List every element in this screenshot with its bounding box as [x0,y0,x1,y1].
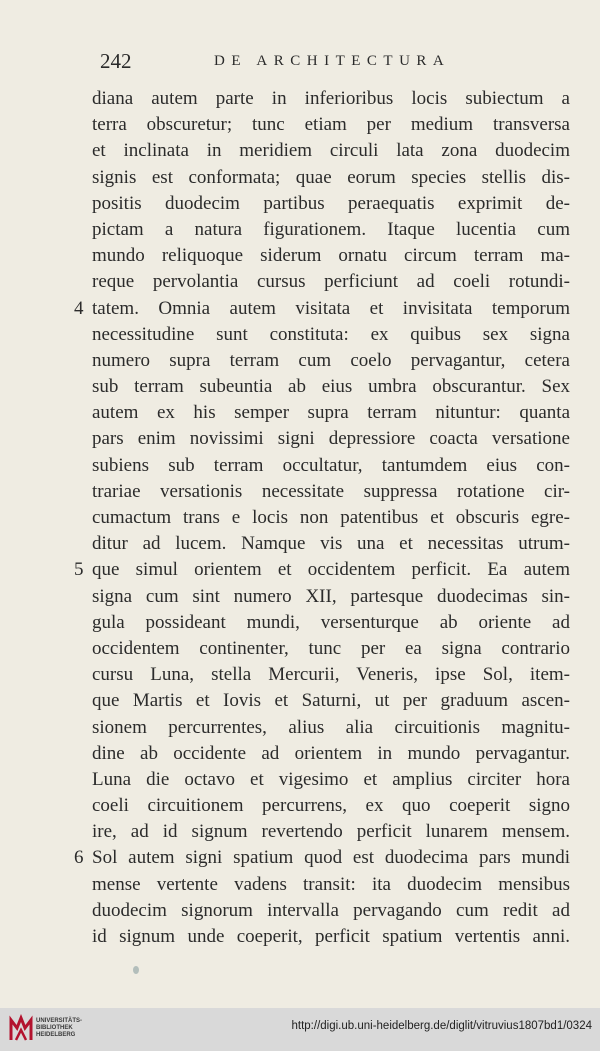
text-line [0,898,570,924]
text-line [0,715,570,741]
paper-speck [133,966,139,974]
text-line [0,793,570,819]
line-text: signa cum sint numero XII, partesque duodecimas sin- [92,585,570,607]
line-text: que simul orientem et occidentem perficit. Ea autem [92,559,570,581]
line-text: pars enim novissimi signi depressiore coacta versatione [92,428,570,450]
text-line [0,112,570,138]
footer-bar [0,1008,600,1051]
text-line [0,165,570,191]
text-line [0,374,570,400]
line-text: ire, ad id signum revertendo perficit lunarem mensem. [92,821,570,843]
line-text: pictam a natura figurationem. Itaque lucentia cum [92,218,570,240]
text-line [0,872,570,898]
text-line [0,479,570,505]
line-text: id signum unde coeperit, perficit spatium vertentis anni. [92,926,570,947]
text-line [0,636,570,662]
line-text: autem ex his semper supra terram nituntur: quanta [92,402,570,424]
text-line [0,348,570,374]
line-text: occidentem continenter, tunc per ea signa contrario [92,637,570,659]
section-number: 4 [74,297,84,319]
text-line [0,453,570,479]
line-text: que Martis et Iovis et Saturni, ut per graduum ascen- [92,690,570,712]
text-line [0,243,570,269]
page-heading: DE ARCHITECTURA [214,53,451,69]
text-line [0,505,570,531]
line-text: dine ab occidente ad orientem in mundo pervagantur. [92,742,570,764]
text-line [0,584,570,610]
line-text: trariae versationis necessitate suppressa rotatione cir- [92,480,570,502]
text-line [0,557,570,583]
line-text: subiens sub terram occultatur, tantumdem eius con- [92,454,570,476]
text-line [0,767,570,793]
text-line [0,531,570,557]
line-text: positis duodecim partibus peraequatis exprimit de- [92,192,570,214]
line-text: reque pervolantia cursus perficiunt ad coeli rotundi- [92,271,570,293]
line-text: cumactum trans e locis non patentibus et obscuris egre- [92,507,570,528]
line-text: sionem percurrentes, alius alia circuitionis magnitu- [92,716,570,738]
line-text: mense vertente vadens transit: ita duodecim mensibus [92,873,570,895]
text-line [0,86,570,112]
line-text: terra obscuretur; tunc etiam per medium transversa [92,114,570,136]
text-line [0,819,570,845]
text-line [0,741,570,767]
library-name-line: HEIDELBERG [36,1032,76,1038]
text-line [0,426,570,452]
section-number: 6 [74,847,84,869]
text-line [0,662,570,688]
text-line [0,269,570,295]
text-line [0,296,570,322]
line-text: tatem. Omnia autem visitata et invisitata temporum [92,297,570,319]
text-line [0,688,570,714]
library-name-line: BIBLIOTHEK [36,1025,73,1031]
text-line [0,138,570,164]
section-number: 5 [74,559,84,581]
text-line [0,845,570,871]
line-text: signis est conformata; quae eorum species stellis dis- [92,166,570,188]
text-line [0,322,570,348]
line-text: coeli circuitionem percurrens, ex quo coeperit signo [92,795,570,817]
line-text: necessitudine sunt constituta: ex quibus sex signa [92,323,570,345]
library-name-line: UNIVERSITÄTS- [36,1018,83,1024]
heidelberg-library-logo-icon [8,1014,34,1044]
text-line [0,191,570,217]
text-line [0,924,570,950]
line-text: Luna die octavo et vigesimo et amplius circiter hora [92,768,570,790]
line-text: diana autem parte in inferioribus locis subiectum a [92,88,570,109]
source-url-link[interactable]: http://digi.ub.uni-heidelberg.de/diglit/vitruvius1807bd1/0324 [291,1020,592,1032]
line-text: ditur ad lucem. Namque vis una et necessitas utrum- [92,533,570,555]
line-text: numero supra terram cum coelo pervagantur, cetera [92,349,570,371]
body-text [0,86,600,950]
line-text: sub terram subeuntia ab eius umbra obscurantur. Sex [92,376,570,398]
line-text: gula possideant mundi, versenturque ab oriente ad [92,611,570,633]
page-number: 242 [100,49,132,73]
library-name [36,1018,82,1039]
line-text: cursu Luna, stella Mercurii, Veneris, ipse Sol, item- [92,664,570,686]
line-text: duodecim signorum intervalla pervagando cum redit ad [92,899,570,921]
line-text: et inclinata in meridiem circuli lata zona duodecim [92,140,570,162]
text-line [0,400,570,426]
line-text: Sol autem signi spatium quod est duodecima pars mundi [92,847,570,869]
text-line [0,217,570,243]
line-text: mundo reliquoque siderum ornatu circum terram ma- [92,245,570,267]
text-line [0,610,570,636]
running-head [100,50,570,72]
